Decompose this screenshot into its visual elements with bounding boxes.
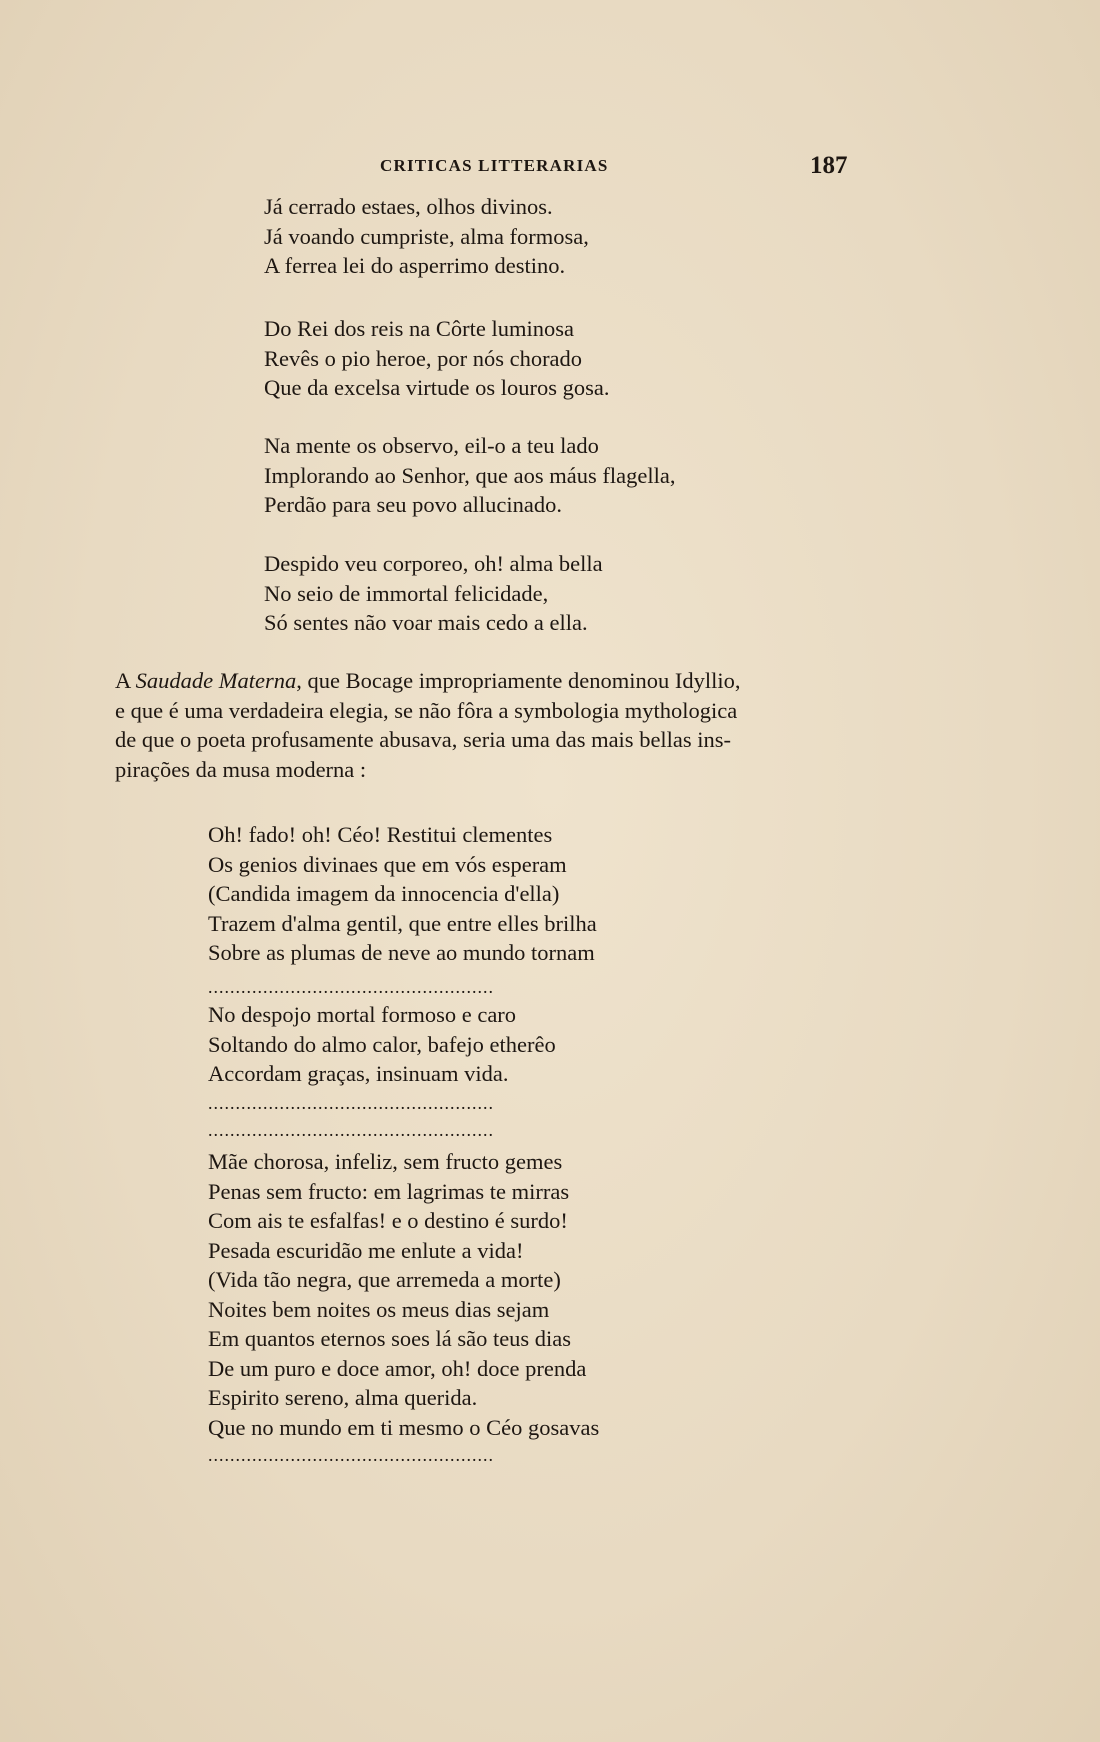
verse-line: Só sentes não voar mais cedo a ella. <box>264 610 588 635</box>
stanza-2 <box>264 314 610 403</box>
prose-line-1 <box>115 666 850 696</box>
prose-line-2: e que é uma verdadeira elegia, se não fôra a symbologia mythologica <box>115 697 738 723</box>
verse-line: No despojo mortal formoso e caro <box>208 1002 517 1027</box>
prose-paragraph <box>115 666 850 784</box>
verse-line: Com ais te esfalfas! e o destino é surdo! <box>208 1208 568 1233</box>
verse-line: Implorando ao Senhor, que aos máus flagella, <box>264 462 676 488</box>
verse-line: Os genios divinaes que em vós esperam <box>208 851 567 877</box>
verse-line: De um puro e doce amor, oh! doce prenda <box>208 1355 587 1381</box>
ellipsis-row: .................................................... <box>208 1093 494 1113</box>
verse-line: Mãe chorosa, infeliz, sem fructo gemes <box>208 1149 563 1174</box>
verse-line: Na mente os observo, eil-o a teu lado <box>264 433 599 458</box>
verse-line: Despido veu corporeo, oh! alma bella <box>264 551 603 576</box>
verse-line: Soltando do almo calor, bafejo etherêo <box>208 1031 556 1057</box>
verse-block-3 <box>208 1147 599 1442</box>
prose-text: , que Bocage impropriamente denominou Idyllio, <box>296 668 741 693</box>
verse-line: Trazem d'alma gentil, que entre elles brilha <box>208 910 597 936</box>
verse-block-2 <box>208 1000 556 1089</box>
verse-line: Que no mundo em ti mesmo o Céo gosavas <box>208 1414 600 1440</box>
verse-line: Do Rei dos reis na Côrte luminosa <box>264 316 574 341</box>
verse-line: Noites bem noites os meus dias sejam <box>208 1296 550 1322</box>
ellipsis-row: .................................................... <box>208 1445 494 1465</box>
verse-line: Sobre as plumas de neve ao mundo tornam <box>208 940 595 965</box>
verse-line: A ferrea lei do asperrimo destino. <box>264 253 566 278</box>
verse-line: Revês o pio heroe, por nós chorado <box>264 345 583 371</box>
verse-line: Penas sem fructo: em lagrimas te mirras <box>208 1178 570 1204</box>
stanza-3 <box>264 431 675 520</box>
running-title: CRITICAS LITTERARIAS <box>380 156 609 175</box>
verse-line: Espirito sereno, alma querida. <box>208 1385 478 1410</box>
verse-line: (Vida tão negra, que arremeda a morte) <box>208 1267 561 1292</box>
verse-line: Em quantos eternos soes lá são teus dias <box>208 1326 572 1351</box>
prose-line-3: de que o poeta profusamente abusava, seria uma das mais bellas ins- <box>115 727 732 752</box>
running-head <box>0 152 1100 182</box>
verse-line: Que da excelsa virtude os louros gosa. <box>264 375 610 400</box>
prose-line-4: pirações da musa moderna : <box>115 756 367 782</box>
verse-line: Pesada escuridão me enlute a vida! <box>208 1237 524 1263</box>
verse-line: Accordam graças, insinuam vida. <box>208 1061 509 1086</box>
verse-line: Oh! fado! oh! Céo! Restitui clementes <box>208 822 553 847</box>
verse-line: Perdão para seu povo allucinado. <box>264 492 563 517</box>
prose-text: A <box>115 668 136 693</box>
ellipsis-row: .................................................... <box>208 1120 494 1140</box>
verse-line: Já cerrado estaes, olhos divinos. <box>264 194 553 219</box>
page-number: 187 <box>810 152 848 179</box>
stanza-1 <box>264 192 589 281</box>
verse-line: (Candida imagem da innocencia d'ella) <box>208 881 560 906</box>
verse-line: Já voando cumpriste, alma formosa, <box>264 223 589 249</box>
ellipsis-row: .................................................... <box>208 977 494 997</box>
verse-line: No seio de immortal felicidade, <box>264 580 549 606</box>
verse-block-1 <box>208 820 597 968</box>
stanza-4 <box>264 549 603 638</box>
work-title: Saudade Materna <box>135 668 297 693</box>
